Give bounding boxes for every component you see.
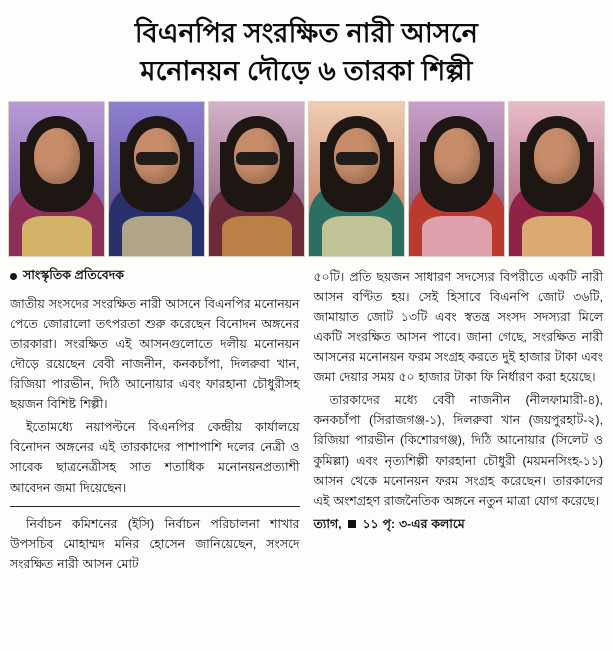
end-square-icon	[348, 520, 356, 528]
jump-line	[314, 514, 604, 534]
sunglasses-icon	[336, 152, 378, 165]
photo-strip	[0, 97, 613, 265]
article-body	[0, 265, 613, 583]
left-column	[10, 267, 300, 577]
photo-dithi-anwar	[408, 101, 505, 257]
photo-farhana-chowdhury	[508, 101, 605, 257]
jump-label: ত্যাগ,	[313, 516, 342, 531]
paragraph: নির্বাচন কমিশনের (ইসি) নির্বাচন পরিচালনা শাখার উপসচিব মোহাম্মদ মনির হোসেন জানিয়েছেন, সংসদে সংরক্ষিত নারী আসন মোট	[10, 516, 300, 571]
photo-konkanchapa	[108, 101, 205, 257]
divider	[10, 506, 300, 507]
jump-page: ১১ পৃ: ৩-এর কলামে	[362, 516, 465, 531]
photo-dilara-khan	[208, 101, 305, 257]
paragraph: জাতীয় সংসদের সংরক্ষিত নারী আসনে বিএনপির মনোনয়ন পেতে জোরালো তৎপরতা শুরু করেছেন বিনোদন অঙ্গনের তারকারা। সংরক্ষিত এই আসনগুলোতে দলীয় মনোনয়ন দৌড়ে রয়েছেন বেবী নাজনীন, কনকচাঁপা, দিলরুবা খান, রিজিয়া পারভীন, দিঠি আনোয়ার এবং ফারহানা চৌধুরীসহ ছয়জন বিশিষ্ট শিল্পী।	[10, 296, 300, 412]
sunglasses-icon	[236, 152, 278, 165]
byline-text: সাংস্কৃতিক প্রতিবেদক	[23, 267, 125, 282]
headline-line-2: মনোনয়ন দৌড়ে ৬ তারকা শিল্পী	[140, 56, 473, 87]
paragraph: তারকাদের মধ্যে বেবী নাজনীন (নীলফামারী-৪), কনকচাঁপা (সিরাজগঞ্জ-১), দিলরুবা খান (জয়পুরহাট-২), রিজিয়া পারভীন (কিশোরগঞ্জ), দিঠি আনোয়ার (সিলেট ও কুমিল্লা) এবং নৃত্যশিল্পী ফারহানা চৌধুরী (ময়মনসিংহ-১১) আসন থেকে মনোনয়ন ফরম সংগ্রহ করেছেন। তারকাদের এই অংশগ্রহণ রাজনৈতিক অঙ্গনে নতুন মাত্রা যোগ করেছে।	[313, 393, 603, 508]
bullet-icon	[10, 273, 17, 280]
byline	[10, 267, 300, 287]
headline-line-1: বিএনপির সংরক্ষিত নারী আসনে	[134, 18, 479, 48]
paragraph: ৫০টি। প্রতি ছয়জন সাধারণ সদস্যের বিপরীতে একটি নারী আসন বণ্টিত হয়। সেই হিসাবে বিএনপি জোট ৩৬টি, জামায়াত জোট ১৩টি এবং স্বতন্ত্র সংসদ সদস্যরা মিলে একটি সংরক্ষিত আসন পাবে। জানা গেছে, সংরক্ষিত নারী আসনের মনোনয়ন ফরম সংগ্রহ করতে দুই হাজার টাকা এবং জমা দেয়ার সময় ৫০ হাজার টাকা ফি নির্ধারণ করা হয়েছে।	[313, 269, 603, 385]
paragraph: ইতোমধ্যে নয়াপল্টনে বিএনপির কেন্দ্রীয় কার্যালয়ে বিনোদন অঙ্গনের এই তারকাদের পাশাপাশি দলের নেত্রী ও সাবেক ছাত্রনেত্রীসহ সাত শতাধিক মনোনয়নপ্রত্যাশী আবেদন জমা দিয়েছেন।	[10, 420, 300, 495]
page-title	[0, 0, 613, 97]
right-column	[314, 267, 604, 577]
photo-rizia-parvin	[308, 101, 405, 257]
photo-bebi-naznin	[8, 101, 105, 257]
eyeglasses-icon	[136, 152, 178, 165]
